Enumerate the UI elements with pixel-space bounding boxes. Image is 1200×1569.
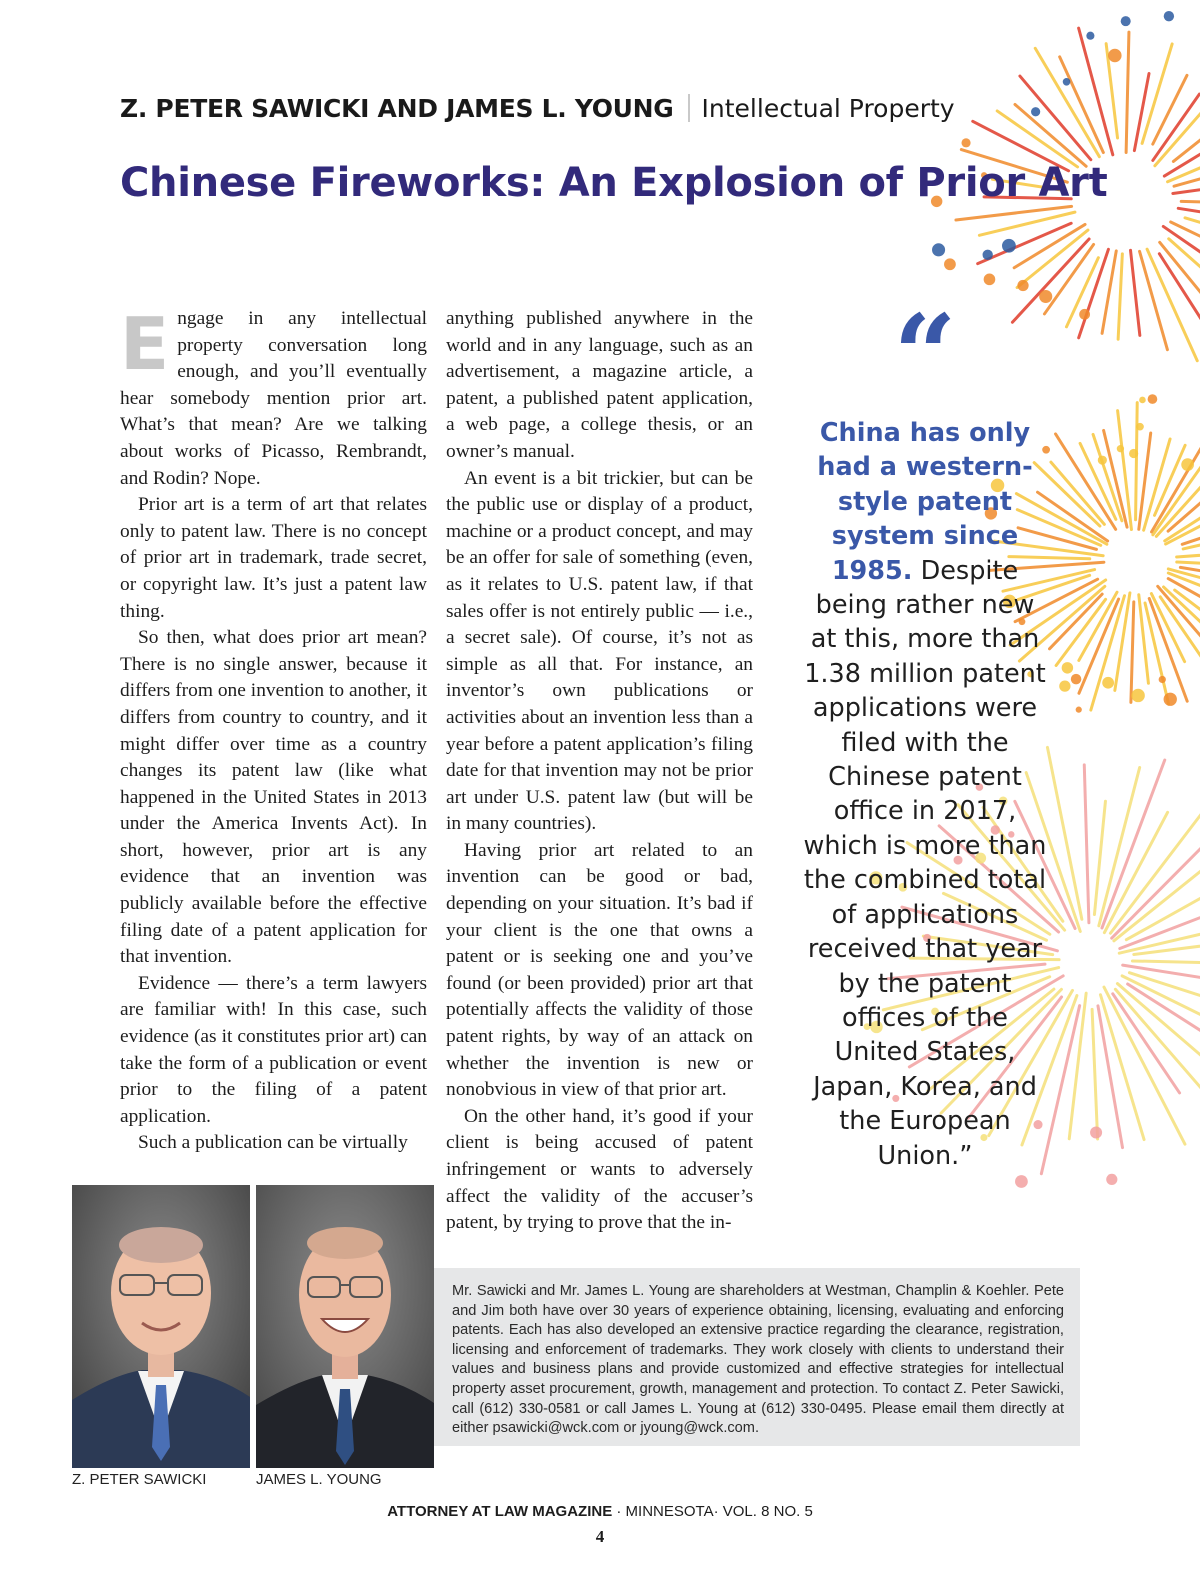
firework-dot <box>1159 676 1166 683</box>
firework-dot <box>1136 423 1144 431</box>
author-bio-box: Mr. Sawicki and Mr. James L. Young are shareholders at Westman, Champlin & Koehler. Pete and Jim both have over 30 years of experience obtaining, licensing, evaluating and enforcing patents. Each has also developed an extensive practice regarding the clearance, registration, licensing and enforcement of trademarks. They work closely with clients to understand their values and business plans and provide customized and effective strategies for intellectual property asset procurement, growth, management and protection. To contact Z. Peter Sawicki, call (612) 330-0581 or call James L. Young at (612) 330-0495. Please email them directly at either psawicki@wck.com or jyoung@wck.com. <box>434 1268 1080 1446</box>
firework-dot <box>1015 1175 1028 1188</box>
paragraph: anything published anywhere in the world and in any language, such as an advertisement, a magazine article, a patent, a published patent application, a web page, a college thesis, or an owner’s manual. <box>446 308 753 462</box>
firework-ray <box>1181 201 1200 203</box>
firework-ray <box>1177 552 1200 557</box>
firework-dot <box>1059 680 1070 691</box>
page-number: 4 <box>595 1527 605 1546</box>
firework-ray <box>1047 747 1081 919</box>
firework-dot <box>944 258 956 270</box>
author-photo-sawicki <box>72 1185 250 1468</box>
firework-dot <box>984 274 996 286</box>
firework-dot <box>983 250 993 260</box>
firework-dot <box>1086 32 1094 40</box>
paragraph: Evidence — there’s a term lawyers are familiar with! In this case, such evidence (as it constitutes prior art) can take the form of a publication or event prior to the filing of a patent application. <box>120 972 427 1127</box>
firework-dot <box>1106 1174 1117 1185</box>
firework-ray <box>1152 436 1200 532</box>
firework-dot <box>1039 290 1052 303</box>
firework-ray <box>1126 32 1129 152</box>
firework-dot <box>1076 707 1082 713</box>
firework-ray <box>1092 1009 1098 1139</box>
issue-info: · MINNESOTA· VOL. 8 NO. 5 <box>612 1503 813 1520</box>
firework-dot <box>1131 689 1144 702</box>
firework-ray <box>1084 765 1089 923</box>
header-divider <box>688 94 690 122</box>
page-header <box>120 94 955 123</box>
paragraph: So then, what does prior art mean? There is no single answer, because it differs from one invention to another, it differs from country to country, and it might differ over time as a country changes its patent law (like what happened in the United States in 2013 under the America Invents Act). In short, however, prior art is any evidence that an invention was publicly available before the effective filing date of a patent application for that invention. <box>120 627 427 968</box>
paragraph: Engage in any intellectual property conversation long enough, and you’ll eventually hear somebody mention prior art. What’s that mean? Are we talking about works of Picasso, Rembrandt, and Rodin? Nope. <box>120 302 427 489</box>
firework-dot <box>961 138 970 147</box>
paragraph: An event is a bit trickier, but can be the public use or display of a product, machine or a product concept, and may be an offer for sale of something (even, as it relates to U.S. patent law, if that sales offer is not entirely public — i.e., a secret sale). Of course, it’s not as simple as all that. For instance, an inventor’s own publications or activities about an invention less than a year before a patent application’s filing date for that invention may not be prior art under U.S. patent law (but will be in many countries). <box>446 467 753 835</box>
firework-dot <box>1071 674 1081 684</box>
firework-dot <box>1181 458 1194 471</box>
paragraph: Having prior art related to an invention can be good or bad, depending on your situation. It’s bad if your client is the one that owns a patent or is seeking one and you’ve found (or been provided) prior art that potentially affects the validity of those patent rights, by way of an attack on whether the invention is new or nonobvious in view of that prior art. <box>446 839 753 1101</box>
firework-dot <box>1164 693 1177 706</box>
firework-dot <box>1098 456 1107 465</box>
firework-dot <box>1164 11 1174 21</box>
firework-ray <box>1136 403 1138 520</box>
firework-ray <box>1169 239 1200 290</box>
firework-ray <box>1131 250 1140 335</box>
firework-ray <box>1094 801 1105 914</box>
firework-dot <box>1031 107 1040 116</box>
firework-dot <box>1148 394 1158 404</box>
pull-quote-text: Despite being rather new at this, more than 1.38 million patent applications were filed with the Chinese patent office in 2017, which is more than the combined total of applications received that year by the patent offices of the United States, Japan, Korea, and the European Union.” <box>803 555 1047 1171</box>
firework-ray <box>1131 602 1134 702</box>
header-section: Intellectual Property <box>701 94 955 123</box>
quote-mark-icon: “ <box>893 290 957 419</box>
firework-dot <box>1063 78 1071 86</box>
firework-ray <box>1134 74 1149 151</box>
paragraph: On the other hand, it’s good if your client is being accused of patent infringement or wants to adversely affect the validity of the accuser’s patent, by trying to prove that the in- <box>446 1105 753 1234</box>
pull-quote-highlight: China has only had a western-style patent system since 1985. <box>817 418 1033 586</box>
firework-dot <box>1108 49 1121 62</box>
firework-dot <box>1129 449 1138 458</box>
firework-ray <box>1163 226 1200 286</box>
firework-dot <box>1121 16 1131 26</box>
header-authors: Z. PETER SAWICKI AND JAMES L. YOUNG <box>120 94 674 123</box>
article-title: Chinese Fireworks: An Explosion of Prior Art <box>120 160 1108 206</box>
firework-ray <box>1160 242 1200 305</box>
firework-dot <box>932 243 945 256</box>
author-photo-young <box>256 1185 434 1468</box>
firework-ray <box>1132 961 1200 964</box>
pull-quote <box>800 416 1050 1173</box>
paragraph: Such a publication can be virtually <box>138 1132 408 1154</box>
drop-cap: E <box>120 302 170 386</box>
magazine-name: ATTORNEY AT LAW MAGAZINE <box>387 1503 613 1520</box>
firework-dot <box>1002 239 1016 253</box>
firework-ray <box>1104 987 1185 1144</box>
firework-dot <box>1090 1126 1102 1138</box>
photo-caption: JAMES L. YOUNG <box>256 1471 382 1488</box>
photo-caption: Z. PETER SAWICKI <box>72 1471 207 1488</box>
firework-dot <box>1062 662 1073 673</box>
firework-ray <box>1060 57 1104 153</box>
firework-dot <box>1079 309 1090 320</box>
paragraph: Prior art is a term of art that relates only to patent law. There is no concept of prior art in trademark, trade secret, or copyright law. It’s just a patent law thing. <box>120 494 427 622</box>
firework-dot <box>1102 677 1114 689</box>
article-column-1 <box>120 302 427 1157</box>
firework-dot <box>1139 397 1146 404</box>
page-footer <box>0 1503 1200 1520</box>
firework-ray <box>1118 254 1122 339</box>
firework-dot <box>1017 280 1028 291</box>
firework-dot <box>1117 445 1124 452</box>
article-column-2 <box>446 306 753 1237</box>
